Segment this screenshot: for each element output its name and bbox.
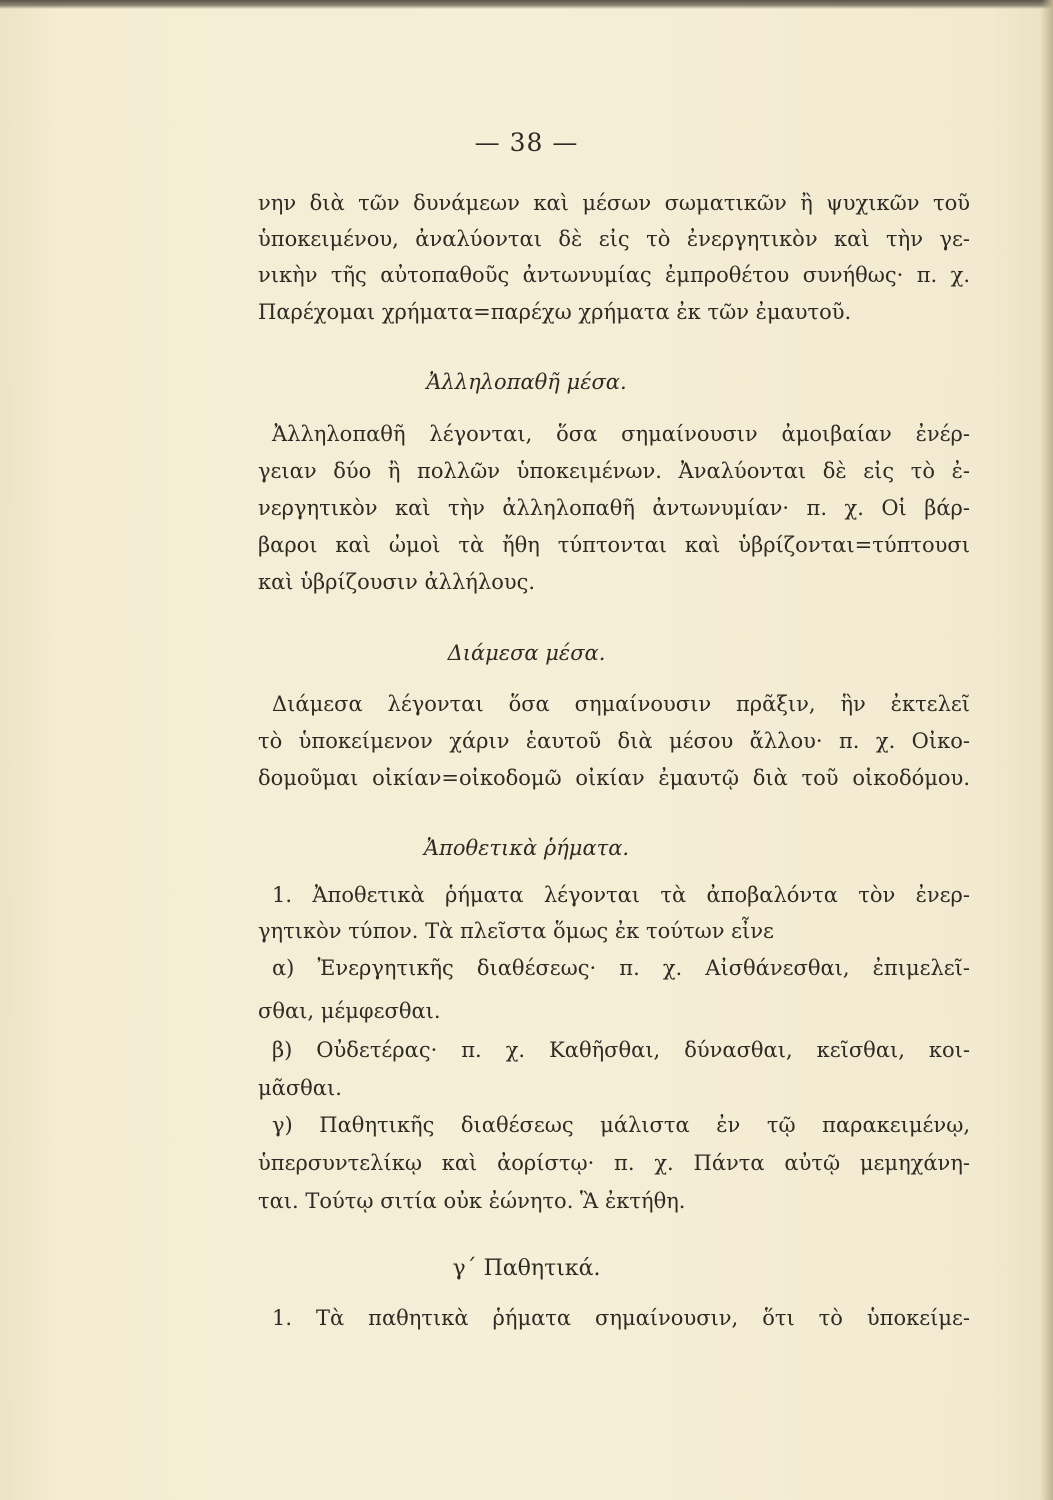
text-line: γητικὸν τύπον. Τὰ πλεῖστα ὅμως ἐκ τούτων εἶνε xyxy=(258,919,774,943)
text-line: γειαν δύο ἢ πολλῶν ὑποκειμένων. Ἀναλύονται δὲ εἰς τὸ ἐ- xyxy=(258,459,970,483)
text-line: α) Ἐνεργητικῆς διαθέσεως· π. χ. Αἰσθάνεσθαι, ἐπιμελεῖ- xyxy=(272,956,970,980)
text-line: μᾶσθαι. xyxy=(258,1076,342,1100)
text-line: νικὴν τῆς αὐτοπαθοῦς ἀντωνυμίας ἐμπροθέτου συνήθως· π. χ. xyxy=(258,263,970,287)
text-line: Ἀλληλοπαθῆ λέγονται, ὅσα σημαίνουσιν ἀμοιβαίαν ἐνέρ- xyxy=(272,422,970,446)
page-top-edge xyxy=(0,0,1053,9)
text-line: καὶ ὑβρίζουσιν ἀλλήλους. xyxy=(258,570,536,594)
text-line: γ) Παθητικῆς διαθέσεως μάλιστα ἐν τῷ παρακειμένῳ, xyxy=(272,1113,970,1137)
text-line: 1. Ἀποθετικὰ ῥήματα λέγονται τὰ ἀποβαλόντα τὸν ἐνερ- xyxy=(272,883,970,907)
text-line: β) Οὐδετέρας· π. χ. Καθῆσθαι, δύνασθαι, κεῖσθαι, κοι- xyxy=(272,1038,970,1062)
section-heading: γ΄ Παθητικά. xyxy=(452,1256,601,1281)
text-line: βαροι καὶ ὠμοὶ τὰ ἤθη τύπτονται καὶ ὑβρίζονται=τύπτουσι xyxy=(258,533,970,557)
text-line: ται. Τούτῳ σιτία οὐκ ἐώνητο. Ἃ ἐκτήθη. xyxy=(258,1189,686,1213)
section-heading: Ἀποθετικὰ ῥήματα. xyxy=(423,836,630,860)
text-line: σθαι, μέμφεσθαι. xyxy=(258,999,441,1023)
text-line: δομοῦμαι οἰκίαν=οἰκοδομῶ οἰκίαν ἐμαυτῷ διὰ τοῦ οἰκοδόμου. xyxy=(258,766,970,790)
text-line: ὑπερσυντελίκῳ καὶ ἀορίστῳ· π. χ. Πάντα αὐτῷ μεμηχάνη- xyxy=(258,1151,970,1175)
text-line: τὸ ὑποκείμενον χάριν ἑαυτοῦ διὰ μέσου ἄλλου· π. χ. Οἰκο- xyxy=(258,729,970,753)
text-line: 1. Τὰ παθητικὰ ῥήματα σημαίνουσιν, ὅτι τὸ ὑποκείμε- xyxy=(272,1306,970,1330)
text-line: νην διὰ τῶν δυνάμεων καὶ μέσων σωματικῶν ἢ ψυχικῶν τοῦ xyxy=(258,191,970,215)
text-line: νεργητικὸν καὶ τὴν ἀλληλοπαθῆ ἀντωνυμίαν· π. χ. Οἱ βάρ- xyxy=(258,496,970,520)
page-number: — 38 — xyxy=(474,128,579,157)
text-line: Διάμεσα λέγονται ὅσα σημαίνουσιν πρᾶξιν, ἣν ἐκτελεῖ xyxy=(272,692,970,716)
section-heading: Ἀλληλοπαθῆ μέσα. xyxy=(426,370,627,394)
text-line: Παρέχομαι χρήματα=παρέχω χρήματα ἐκ τῶν ἐμαυτοῦ. xyxy=(258,300,852,324)
section-heading: Διάμεσα μέσα. xyxy=(447,641,606,665)
text-line: ὑποκειμένου, ἀναλύονται δὲ εἰς τὸ ἐνεργητικὸν καὶ τὴν γε- xyxy=(258,227,970,251)
